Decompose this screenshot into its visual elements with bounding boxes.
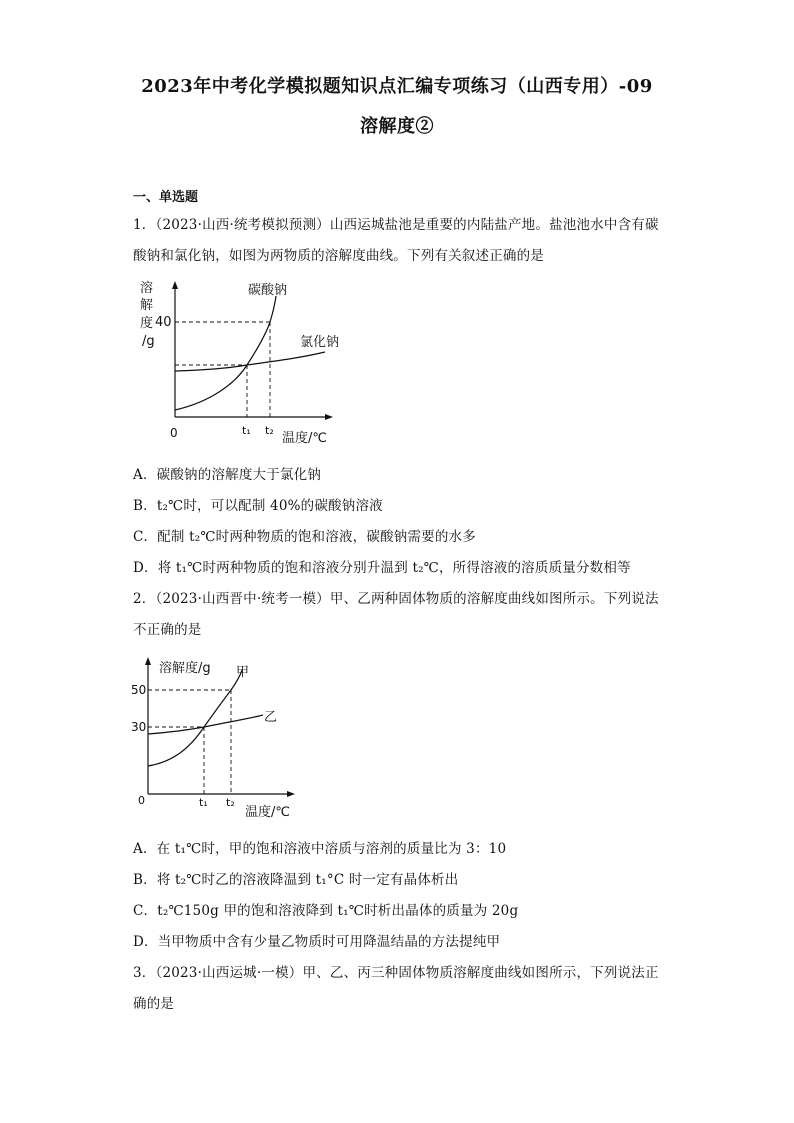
q2-xtick-t1: t₁ — [199, 796, 208, 809]
q1-xlabel: 温度/℃ — [282, 431, 327, 446]
q1-option-b: B．t₂℃时，可以配制 40%的碳酸钠溶液 — [133, 498, 383, 514]
q1-curve-sodium-carbonate — [175, 296, 276, 410]
q1-stem-line2: 酸钠和氯化钠，如图为两物质的溶解度曲线。下列有关叙述正确的是 — [133, 248, 544, 264]
q2-ytick-30: 30 — [131, 720, 147, 734]
q1-xtick-t1: t₁ — [242, 424, 251, 437]
q1-solubility-figure — [130, 272, 360, 452]
q2-ytick-50: 50 — [131, 683, 147, 697]
q2-origin: 0 — [138, 794, 145, 807]
q2-ylabel: 溶解度/g — [159, 661, 211, 676]
q2-option-b: B．将 t₂℃时乙的溶液降温到 t₁°C 时一定有晶体析出 — [133, 872, 459, 888]
q2-stem-line1: 2．（2023·山西晋中·统考一模）甲、乙两种固体物质的溶解度曲线如图所示。下列说法 — [133, 591, 659, 607]
q1-ytick-40: 40 — [155, 315, 172, 330]
section-heading: 一、单选题 — [133, 190, 199, 205]
q3-stem-line1: 3．（2023·山西运城·一模）甲、乙、丙三种固体物质溶解度曲线如图所示，下列说法正 — [133, 965, 659, 981]
document-title-line1: 2023年中考化学模拟题知识点汇编专项练习（山西专用）-09 — [141, 76, 653, 97]
document-title-line2: 溶解度② — [360, 116, 434, 137]
q1-ylabel-char-2: 解 — [140, 298, 154, 313]
q2-series-label-yi: 乙 — [264, 710, 278, 725]
q1-stem-line1: 1．（2023·山西·统考模拟预测）山西运城盐池是重要的内陆盐产地。盐池池水中含有碳 — [133, 217, 659, 233]
q1-option-a: A．碳酸钠的溶解度大于氯化钠 — [133, 467, 322, 483]
q2-xtick-t2: t₂ — [226, 796, 235, 809]
q1-series-label-sodium-carbonate: 碳酸钠 — [248, 283, 288, 298]
q1-series-label-sodium-chloride: 氯化钠 — [300, 335, 340, 350]
q1-ylabel-char-4: /g — [142, 334, 155, 349]
q1-xtick-t2: t₂ — [265, 424, 274, 437]
q2-series-label-jia: 甲 — [236, 665, 250, 680]
q2-option-c: C．t₂℃150g 甲的饱和溶液降到 t₁℃时析出晶体的质量为 20g — [133, 903, 519, 919]
q2-xlabel: 温度/℃ — [245, 805, 290, 820]
q1-option-d: D．将 t₁℃时两种物质的饱和溶液分别升温到 t₂℃，所得溶液的溶质质量分数相等 — [133, 560, 631, 576]
q1-origin: 0 — [170, 426, 178, 440]
q1-ylabel-char-3: 度 — [140, 316, 154, 331]
q2-option-d: D．当甲物质中含有少量乙物质时可用降温结晶的方法提纯甲 — [133, 934, 501, 950]
q2-solubility-figure — [128, 652, 318, 824]
q2-option-a: A．在 t₁℃时，甲的饱和溶液中溶质与溶剂的质量比为 3：10 — [133, 841, 507, 857]
q1-curve-sodium-chloride — [175, 352, 325, 371]
q2-stem-line2: 不正确的是 — [133, 622, 202, 638]
q1-ylabel-char-1: 溶 — [140, 281, 154, 296]
q1-option-c: C．配制 t₂℃时两种物质的饱和溶液，碳酸钠需要的水多 — [133, 529, 476, 545]
q2-curve-jia — [148, 670, 242, 766]
q3-stem-line2: 确的是 — [133, 996, 175, 1012]
